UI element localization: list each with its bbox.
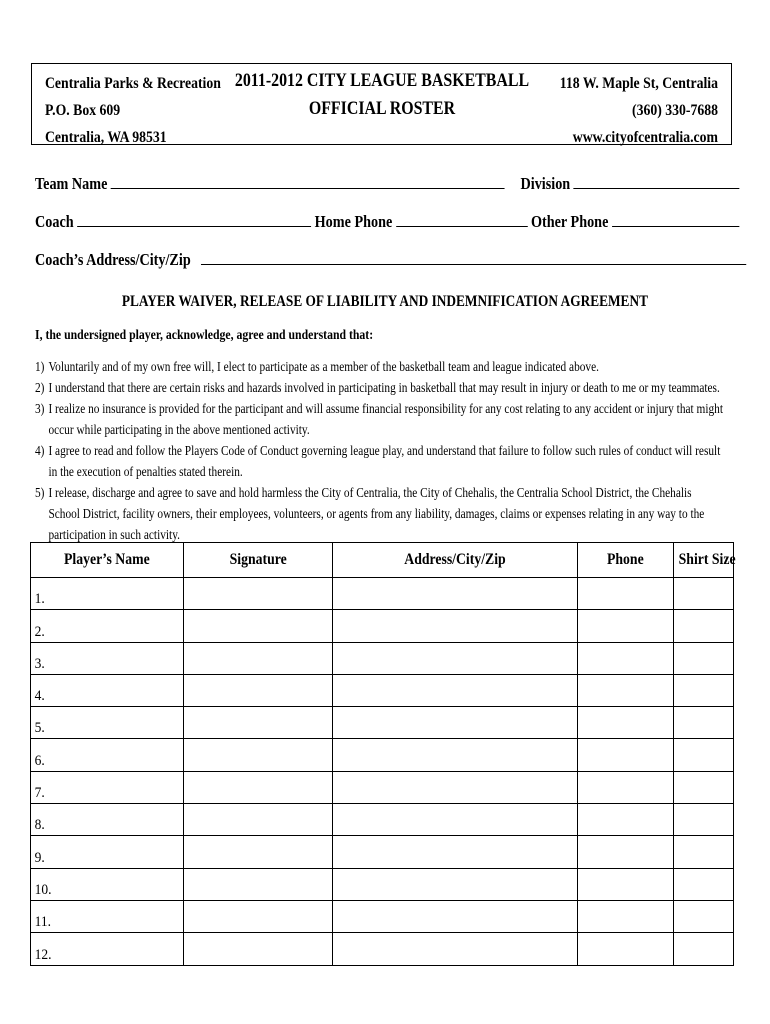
waiver-clause [35, 377, 724, 398]
table-row [31, 674, 734, 706]
clause-number: 2) [35, 380, 45, 395]
signature-cell[interactable] [184, 933, 333, 965]
shirt-size-cell[interactable] [674, 578, 734, 610]
shirt-size-cell[interactable] [674, 804, 734, 836]
phone-cell[interactable] [578, 804, 674, 836]
player-name-cell[interactable] [31, 674, 184, 706]
table-row [31, 610, 734, 642]
table-row [31, 771, 734, 803]
column-header-phone: Phone [578, 543, 674, 578]
table-row [31, 933, 734, 965]
player-name-cell[interactable] [31, 836, 184, 868]
clause-number: 1) [35, 359, 45, 374]
waiver-clause [35, 440, 724, 482]
coach-address-label: Coach’s Address/City/Zip [35, 250, 191, 269]
column-header-address: Address/City/Zip [333, 543, 578, 578]
home-phone-label: Home Phone [314, 212, 393, 231]
phone-cell[interactable] [578, 836, 674, 868]
player-name-cell[interactable] [31, 868, 184, 900]
address-cell[interactable] [333, 868, 578, 900]
coach-address-field[interactable] [201, 250, 746, 265]
signature-cell[interactable] [184, 642, 333, 674]
division-label: Division [520, 174, 571, 193]
waiver-clause [35, 398, 724, 440]
team-name-field[interactable] [111, 174, 505, 189]
phone-cell[interactable] [578, 933, 674, 965]
signature-cell[interactable] [184, 900, 333, 932]
row-number: 3. [34, 655, 45, 672]
phone-cell[interactable] [578, 868, 674, 900]
signature-cell[interactable] [184, 771, 333, 803]
signature-cell[interactable] [184, 674, 333, 706]
team-division-line [35, 174, 740, 194]
header-box [31, 63, 732, 145]
waiver-clause [35, 356, 724, 377]
phone-cell[interactable] [578, 771, 674, 803]
player-name-cell[interactable] [31, 739, 184, 771]
row-number: 4. [34, 688, 45, 705]
home-phone-field[interactable] [396, 212, 528, 227]
shirt-size-cell[interactable] [674, 836, 734, 868]
document-title [201, 67, 562, 123]
team-name-label: Team Name [35, 174, 108, 193]
column-header-shirt-size: Shirt Size [674, 543, 734, 578]
phone-number: (360) 330-7688 [632, 102, 718, 119]
row-number: 8. [34, 817, 45, 834]
row-number: 1. [34, 591, 45, 608]
shirt-size-cell[interactable] [674, 933, 734, 965]
signature-cell[interactable] [184, 707, 333, 739]
waiver-intro: I, the undersigned player, acknowledge, agree and understand that: [35, 328, 374, 343]
row-number: 5. [34, 720, 45, 737]
clause-text: I agree to read and follow the Players Code of Conduct governing league play, and understand that failure to follow such rules of conduct will result in the execution of penalties stated therein. [48, 443, 721, 479]
address-cell[interactable] [333, 610, 578, 642]
po-box: P.O. Box 609 [45, 102, 121, 119]
city-state-zip: Centralia, WA 98531 [45, 129, 167, 146]
shirt-size-cell[interactable] [674, 771, 734, 803]
clause-text: I realize no insurance is provided for the participant and will assume financial responsibility for any cost relating to any accident or injury that might occur while participating in the above mentioned activity. [48, 401, 723, 437]
phone-cell[interactable] [578, 642, 674, 674]
phone-cell[interactable] [578, 900, 674, 932]
clause-text: Voluntarily and of my own free will, I elect to participate as a member of the basketball team and league indicated above. [48, 359, 599, 374]
player-name-cell[interactable] [31, 933, 184, 965]
address-cell[interactable] [333, 900, 578, 932]
coach-label: Coach [35, 212, 74, 231]
row-number: 11. [34, 914, 51, 931]
phone-cell[interactable] [578, 739, 674, 771]
signature-cell[interactable] [184, 836, 333, 868]
player-name-cell[interactable] [31, 804, 184, 836]
other-phone-label: Other Phone [530, 212, 609, 231]
column-header-players-name: Player’s Name [31, 543, 184, 578]
shirt-size-cell[interactable] [674, 900, 734, 932]
shirt-size-cell[interactable] [674, 610, 734, 642]
address-cell[interactable] [333, 707, 578, 739]
signature-cell[interactable] [184, 578, 333, 610]
player-name-cell[interactable] [31, 900, 184, 932]
coach-field[interactable] [77, 212, 311, 227]
signature-cell[interactable] [184, 610, 333, 642]
table-row [31, 642, 734, 674]
column-header-signature: Signature [184, 543, 333, 578]
table-row [31, 739, 734, 771]
clause-number: 5) [35, 485, 45, 500]
website: www.cityofcentralia.com [572, 129, 718, 146]
other-phone-field[interactable] [612, 212, 739, 227]
player-name-cell[interactable] [31, 610, 184, 642]
shirt-size-cell[interactable] [674, 739, 734, 771]
phone-cell[interactable] [578, 578, 674, 610]
address-cell[interactable] [333, 804, 578, 836]
phone-cell[interactable] [578, 610, 674, 642]
player-name-cell[interactable] [31, 578, 184, 610]
clause-text: I release, discharge and agree to save and hold harmless the City of Centralia, the City of Chehalis, the Centralia School District, the Chehalis School District, facility owners, their employees, volunteers, or agents from any liability, damages, claims or expenses relating in any way to the participation in such activity. [48, 485, 705, 542]
clause-number: 3) [35, 401, 45, 416]
shirt-size-cell[interactable] [674, 642, 734, 674]
clause-number: 4) [35, 443, 45, 458]
phone-cell[interactable] [578, 707, 674, 739]
waiver-title [0, 293, 770, 311]
row-number: 12. [34, 946, 52, 963]
org-name: Centralia Parks & Recreation [45, 75, 221, 92]
table-row [31, 707, 734, 739]
row-number: 6. [34, 752, 45, 769]
division-field[interactable] [574, 174, 740, 189]
address-cell[interactable] [333, 933, 578, 965]
roster-header-row [31, 543, 734, 578]
address-cell[interactable] [333, 674, 578, 706]
address-cell[interactable] [333, 739, 578, 771]
player-name-cell[interactable] [31, 707, 184, 739]
title-line-1: 2011-2012 CITY LEAGUE BASKETBALL [234, 71, 530, 91]
shirt-size-cell[interactable] [674, 868, 734, 900]
row-number: 10. [34, 881, 52, 898]
table-row [31, 578, 734, 610]
signature-cell[interactable] [184, 739, 333, 771]
signature-cell[interactable] [184, 868, 333, 900]
address-cell[interactable] [333, 771, 578, 803]
coach-phone-line [35, 212, 739, 232]
address-cell[interactable] [333, 578, 578, 610]
waiver-clauses [35, 356, 724, 545]
waiver-clause [35, 482, 724, 545]
player-name-cell[interactable] [31, 642, 184, 674]
address-cell[interactable] [333, 836, 578, 868]
row-number: 9. [34, 849, 45, 866]
row-number: 7. [34, 785, 45, 802]
clause-text: I understand that there are certain risks and hazards involved in participating in basketball that may result in injury or death to me or my teammates. [48, 380, 720, 395]
table-row [31, 836, 734, 868]
coach-address-line [35, 250, 747, 270]
table-row [31, 804, 734, 836]
player-name-cell[interactable] [31, 771, 184, 803]
address-cell[interactable] [333, 642, 578, 674]
signature-cell[interactable] [184, 804, 333, 836]
shirt-size-cell[interactable] [674, 674, 734, 706]
row-number: 2. [34, 623, 45, 640]
shirt-size-cell[interactable] [674, 707, 734, 739]
table-row [31, 868, 734, 900]
waiver-title-text: PLAYER WAIVER, RELEASE OF LIABILITY AND INDEMNIFICATION AGREEMENT [121, 293, 649, 310]
contact-block [560, 70, 718, 151]
street-address: 118 W. Maple St, Centralia [559, 75, 718, 92]
phone-cell[interactable] [578, 674, 674, 706]
org-address-block [45, 70, 221, 151]
roster-table [30, 542, 734, 966]
table-row [31, 900, 734, 932]
title-line-2: OFFICIAL ROSTER [308, 99, 456, 119]
